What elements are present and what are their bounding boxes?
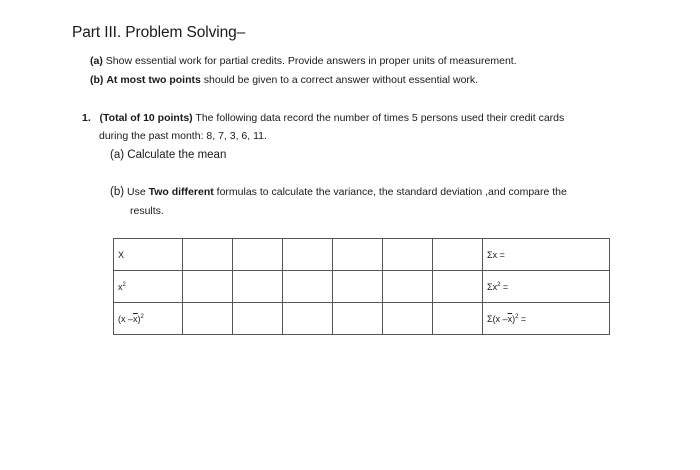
question-part-a (110, 146, 226, 164)
question-1-line-2: during the past month: 8, 7, 3, 6, 11. (99, 130, 267, 142)
table-cell[interactable] (383, 239, 433, 271)
table-cell[interactable] (383, 303, 433, 335)
instruction-a-text: Show essential work for partial credits. Provide answers in proper units of measurement. (105, 55, 517, 67)
work-table (113, 238, 610, 335)
sum-deviation-squared-cell[interactable]: Σ(x $-\overline{x})^2$ = (483, 303, 610, 335)
instruction-a (90, 55, 517, 67)
sum-x-squared-cell[interactable]: $\Sigma x^2$ = (483, 271, 610, 303)
table-cell[interactable] (383, 271, 433, 303)
table-row (114, 303, 610, 335)
question-number: 1. (82, 112, 91, 124)
table-row (114, 271, 610, 303)
table-cell[interactable] (183, 303, 233, 335)
instruction-b-text: should be given to a correct answer without essential work. (203, 74, 479, 86)
table-cell[interactable] (433, 239, 483, 271)
question-part-b (110, 183, 567, 201)
table-cell[interactable] (333, 303, 383, 335)
table-cell[interactable] (233, 239, 283, 271)
table-cell[interactable] (283, 239, 333, 271)
part-b-pre: Use (126, 186, 146, 198)
row-label-deviation-squared: (x $-\overline{x})^2$ (114, 303, 183, 335)
part-b-bold: Two different (148, 186, 214, 198)
table-cell[interactable] (183, 239, 233, 271)
sum-x-cell[interactable]: Σx = (483, 239, 610, 271)
table-cell[interactable] (183, 271, 233, 303)
table-cell[interactable] (433, 303, 483, 335)
table-row (114, 239, 610, 271)
instruction-a-label: (a) (90, 55, 103, 67)
part-b-text: formulas to calculate the variance, the standard deviation ,and compare the (216, 186, 567, 198)
table-cell[interactable] (433, 271, 483, 303)
part-a-label: (a) (110, 149, 125, 161)
table-cell[interactable] (333, 239, 383, 271)
question-text-1: The following data record the number of times 5 persons used their credit cards (195, 112, 565, 124)
table-cell[interactable] (283, 303, 333, 335)
table-cell[interactable] (333, 271, 383, 303)
instruction-b-bold: At most two points (106, 74, 201, 86)
instruction-b (90, 74, 478, 86)
row-label-x: X (114, 239, 183, 271)
part-b-label: (b) (110, 186, 125, 198)
question-points: (Total of 10 points) (99, 112, 193, 124)
table-cell[interactable] (233, 271, 283, 303)
question-1-line-1 (82, 109, 564, 127)
table-cell[interactable] (233, 303, 283, 335)
row-label-x-squared: $x^2$ (114, 271, 183, 303)
instruction-b-label: (b) (90, 74, 104, 86)
section-title: Part III. Problem Solving– (72, 24, 246, 41)
part-a-text: Calculate the mean (127, 149, 227, 161)
part-b-line-2: results. (130, 205, 164, 217)
table-cell[interactable] (283, 271, 333, 303)
